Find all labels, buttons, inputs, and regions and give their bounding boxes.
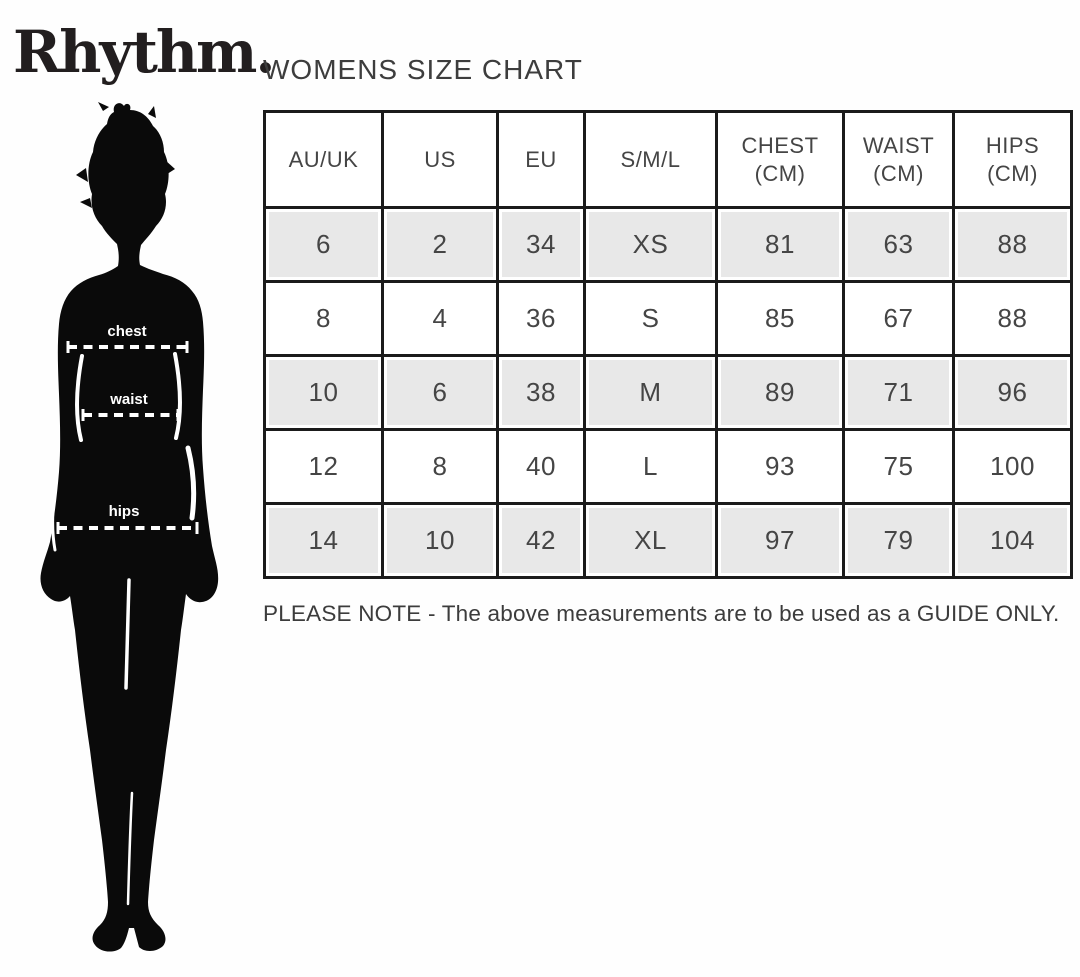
cell-hips-cm: 96: [954, 356, 1072, 430]
size-table-body: [265, 208, 1072, 578]
col-header-waist-cm: WAIST (CM): [844, 112, 954, 208]
col-header-au-uk: AU/UK: [265, 112, 383, 208]
cell-us: 8: [383, 430, 498, 504]
col-header-hips-cm: HIPS (CM): [954, 112, 1072, 208]
waist-label: waist: [110, 391, 148, 408]
cell-hips-cm: 88: [954, 208, 1072, 282]
cell-eu: 42: [498, 504, 585, 578]
page-title: WOMENS SIZE CHART: [263, 54, 583, 85]
cell-eu: 38: [498, 356, 585, 430]
cell-waist-cm: 63: [844, 208, 954, 282]
cell-s-m-l: M: [585, 356, 717, 430]
cell-hips-cm: 104: [954, 504, 1072, 578]
guide-note: PLEASE NOTE - The above measurements are to be used as a GUIDE ONLY.: [263, 601, 1060, 626]
cell-au-uk: 12: [265, 430, 383, 504]
size-table-header: [265, 112, 1072, 208]
cell-hips-cm: 100: [954, 430, 1072, 504]
size-row-s: [265, 282, 1072, 356]
col-header-chest-cm: CHEST (CM): [717, 112, 844, 208]
cell-au-uk: 10: [265, 356, 383, 430]
cell-eu: 40: [498, 430, 585, 504]
cell-hips-cm: 88: [954, 282, 1072, 356]
size-row-xs: [265, 208, 1072, 282]
col-header-eu: EU: [498, 112, 585, 208]
cell-s-m-l: XS: [585, 208, 717, 282]
cell-waist-cm: 79: [844, 504, 954, 578]
cell-chest-cm: 97: [717, 504, 844, 578]
cell-eu: 36: [498, 282, 585, 356]
size-table-container: [263, 110, 1073, 579]
size-row-xl: [265, 504, 1072, 578]
cell-chest-cm: 85: [717, 282, 844, 356]
cell-us: 4: [383, 282, 498, 356]
cell-s-m-l: L: [585, 430, 717, 504]
cell-us: 6: [383, 356, 498, 430]
cell-waist-cm: 71: [844, 356, 954, 430]
cell-au-uk: 14: [265, 504, 383, 578]
measurement-figure: [8, 98, 248, 963]
cell-au-uk: 6: [265, 208, 383, 282]
woman-silhouette-graphic: [8, 98, 248, 963]
col-header-s-m-l: S/M/L: [585, 112, 717, 208]
cell-us: 10: [383, 504, 498, 578]
cell-waist-cm: 67: [844, 282, 954, 356]
cell-eu: 34: [498, 208, 585, 282]
size-row-l: [265, 430, 1072, 504]
cell-chest-cm: 89: [717, 356, 844, 430]
cell-s-m-l: S: [585, 282, 717, 356]
col-header-us: US: [383, 112, 498, 208]
size-row-m: [265, 356, 1072, 430]
hips-label: hips: [108, 503, 140, 520]
cell-waist-cm: 75: [844, 430, 954, 504]
cell-chest-cm: 93: [717, 430, 844, 504]
cell-chest-cm: 81: [717, 208, 844, 282]
chest-label: chest: [107, 323, 147, 340]
cell-au-uk: 8: [265, 282, 383, 356]
cell-us: 2: [383, 208, 498, 282]
brand-logo: Rhythm.: [13, 18, 274, 86]
cell-s-m-l: XL: [585, 504, 717, 578]
size-table: [263, 110, 1073, 579]
